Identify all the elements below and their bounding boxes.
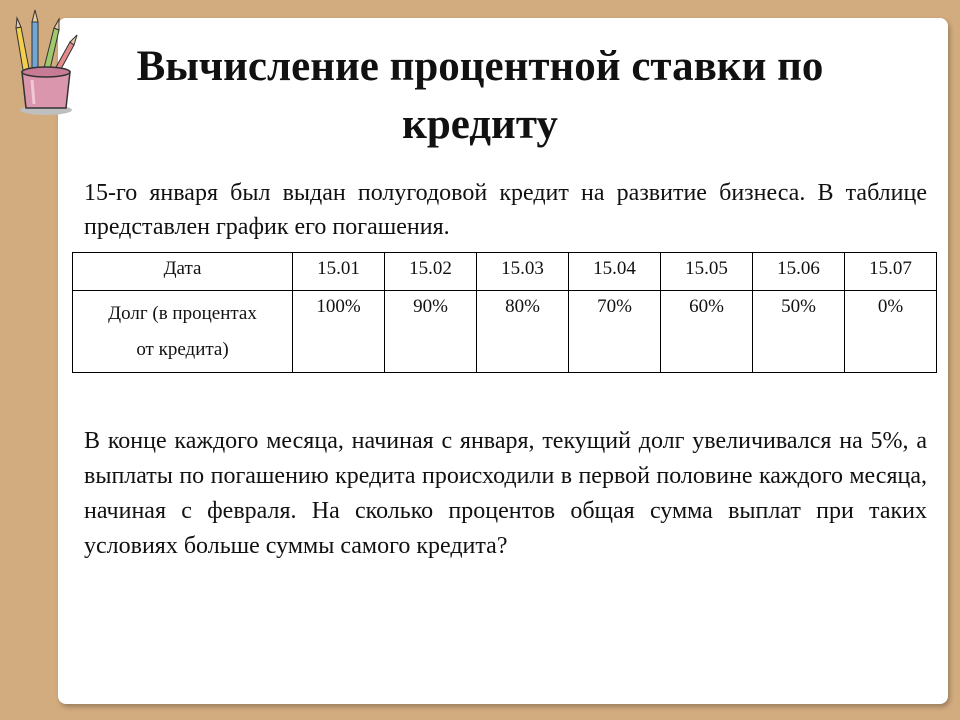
debt-cell: 80% (477, 291, 569, 373)
debt-cell: 70% (569, 291, 661, 373)
debt-cell: 0% (845, 291, 937, 373)
row-label-debt-line1: Долг (в процентах (108, 303, 257, 324)
debt-cell: 50% (753, 291, 845, 373)
page-title: Вычисление процентной ставки по кредиту (136, 43, 824, 148)
date-cell: 15.06 (753, 253, 845, 291)
debt-cell: 90% (385, 291, 477, 373)
date-cell: 15.02 (385, 253, 477, 291)
date-cell: 15.07 (845, 253, 937, 291)
intro-paragraph: 15-го января был выдан полугодовой кредит на развитие бизнеса. В таблице представлен график его погашения. (84, 180, 927, 240)
repayment-schedule-table (72, 252, 937, 373)
row-label-dates: Дата (73, 253, 293, 291)
table-row-dates (73, 253, 937, 291)
date-cell: 15.03 (477, 253, 569, 291)
row-label-debt (73, 291, 293, 373)
debt-cell: 60% (661, 291, 753, 373)
date-cell: 15.01 (293, 253, 385, 291)
date-cell: 15.04 (569, 253, 661, 291)
date-cell: 15.05 (661, 253, 753, 291)
table-row-debt (73, 291, 937, 373)
row-label-debt-line2: от кредита) (136, 339, 229, 360)
debt-cell: 100% (293, 291, 385, 373)
problem-paragraph: В конце каждого месяца, начиная с января, текущий долг увеличивался на 5%, а выплаты по погашению кредита происходили в первой половине каждого месяца, начиная с февраля. На сколько процентов общая сумма выплат при таких условиях больше суммы самого кредита? (84, 428, 927, 559)
